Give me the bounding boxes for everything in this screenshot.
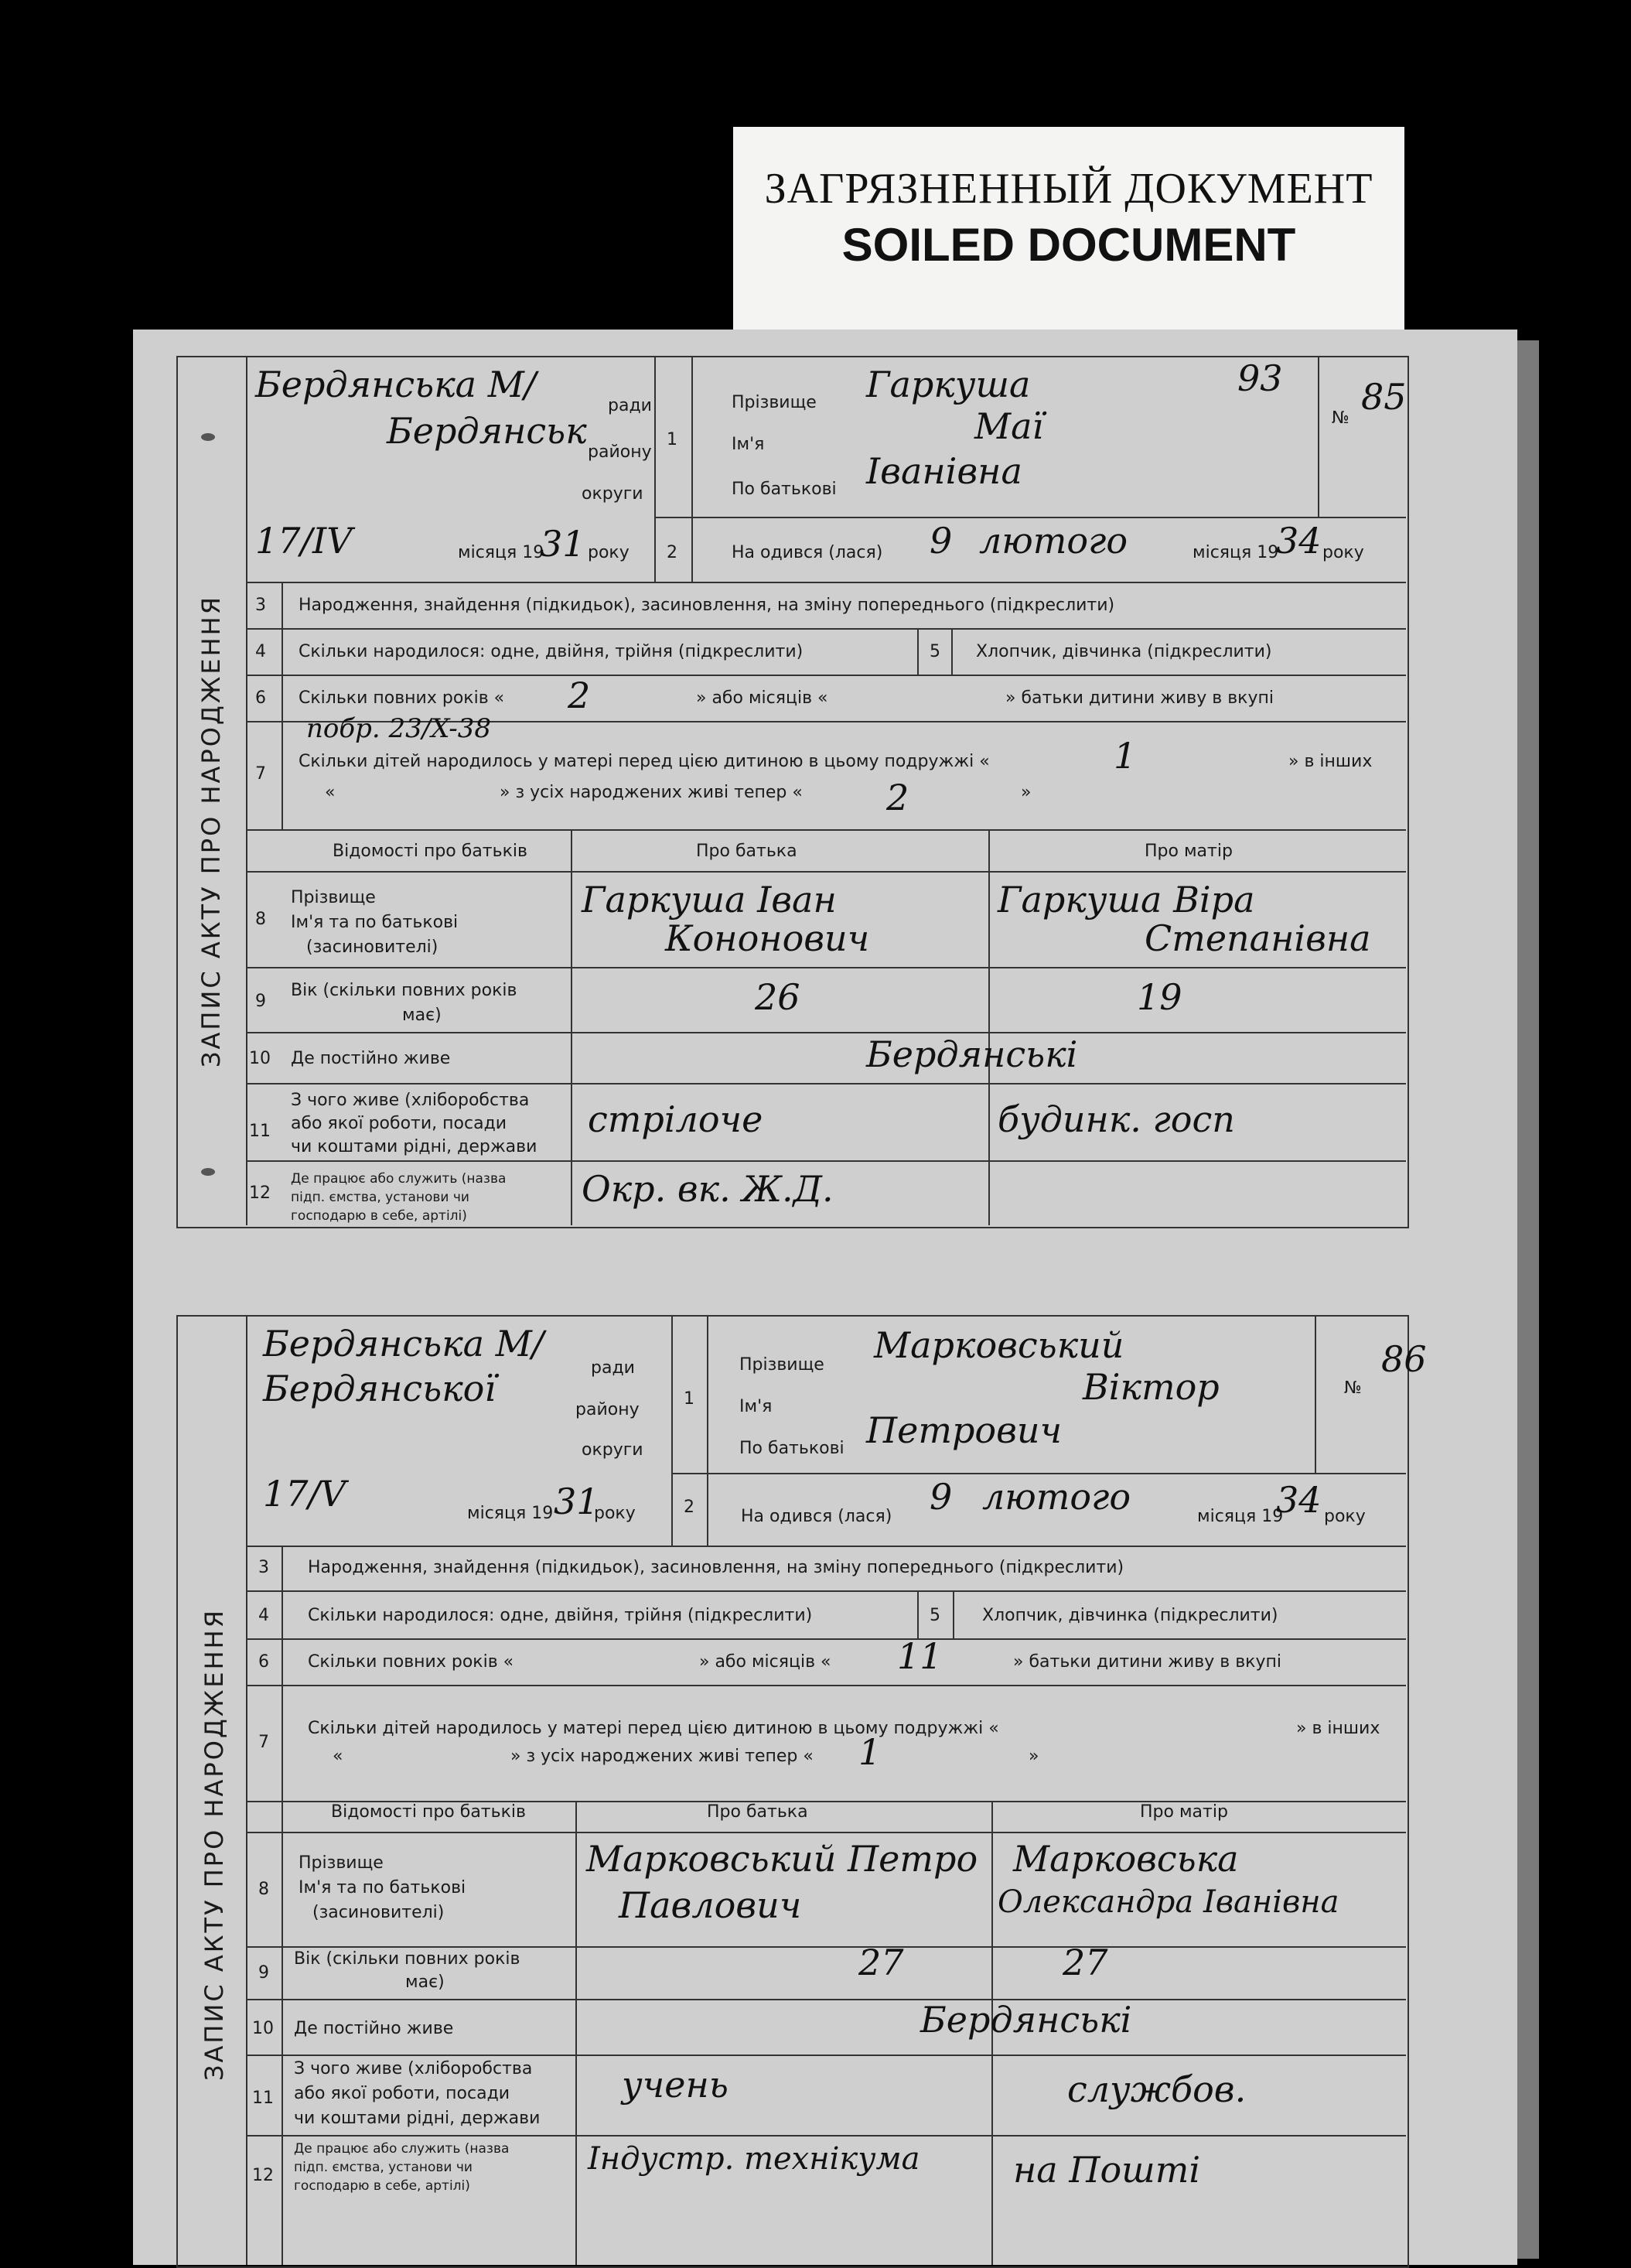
- record-1-mother-occupation: будинк. госп: [998, 1098, 1235, 1140]
- row3-text: Народження, знайдення (підкидьок), засиновлення, на зміну попереднього (підкреслити): [299, 596, 1115, 615]
- row9-label-2: має): [402, 1006, 442, 1025]
- row8-label-1-2: Прізвище: [299, 1853, 384, 1873]
- row11-label-3-2: чи коштами рідні, держави: [294, 2109, 541, 2128]
- record-1-father-occupation: стрілоче: [588, 1098, 763, 1140]
- record-1-year-value: 31: [540, 523, 585, 565]
- row6-text-b: » або місяців «: [696, 688, 828, 708]
- born-month-label: місяця 19: [1193, 543, 1279, 562]
- row11-label-1: З чого живе (хліборобства: [291, 1091, 530, 1110]
- row6-text-b-2: » або місяців «: [699, 1652, 831, 1672]
- row5-text: Хлопчик, дівчинка (підкреслити): [976, 642, 1272, 661]
- okrug-label-2: округи: [582, 1440, 643, 1460]
- record-1-side-note: побр. 23/X-38: [306, 713, 491, 744]
- record-2-months-together: 11: [897, 1635, 943, 1677]
- stamp-text-ru: ЗАГРЯЗНЕННЫЙ ДОКУМЕНТ: [764, 165, 1373, 213]
- born-label: На одився (лася): [732, 543, 883, 562]
- row7-text-b: » в інших: [1288, 752, 1373, 771]
- record-2-number-value: 86: [1381, 1338, 1427, 1380]
- record-1-residence: Бердянські: [866, 1033, 1078, 1075]
- surname-label: Прізвище: [732, 393, 817, 412]
- row9-label-1: Вік (скільки повних років: [291, 981, 517, 1000]
- record-2-mother-work: на Пошті: [1013, 2149, 1201, 2191]
- row5-text-2: Хлопчик, дівчинка (підкреслити): [982, 1606, 1278, 1625]
- row6-text-a: Скільки повних років «: [299, 688, 505, 708]
- record-1-born-month: лютого: [979, 520, 1128, 562]
- record-1-surname-value: Гаркуша: [866, 364, 1031, 405]
- record-1-name-value: Маї: [974, 405, 1044, 447]
- row8-label-1: Прізвище: [291, 888, 376, 907]
- record-1-years-together: 2: [568, 675, 591, 716]
- row6-text-a-2: Скільки повних років «: [308, 1652, 514, 1672]
- year-label: року: [588, 543, 630, 562]
- row12-label-1-2: Де працює або служить (назва: [294, 2141, 510, 2157]
- row7-text-a: Скільки дітей народилось у матері перед цією дитиною в цьому подружжі «: [299, 752, 990, 771]
- record-2-father-age: 27: [858, 1942, 904, 1983]
- patronymic-label-2: По батькові: [739, 1439, 845, 1458]
- record-1-rada-value: Бердянська М/: [255, 364, 537, 405]
- record-2-mother-name-2: Олександра Іванівна: [998, 1884, 1339, 1920]
- row7-text-e-2: »: [1029, 1747, 1039, 1766]
- record-1-children-alive: 2: [886, 777, 909, 818]
- soiled-document-stamp: [733, 127, 1404, 336]
- record-1-day-value: 17/IV: [255, 520, 353, 562]
- record-1-rayon-value: Бердянськ: [387, 410, 587, 452]
- row7-text-a-2: Скільки дітей народилось у матері перед цією дитиною в цьому подружжі «: [308, 1719, 999, 1738]
- rayon-label: району: [588, 442, 652, 462]
- record-1-children-before: 1: [1114, 735, 1137, 777]
- record-2-father-work: Індустр. технікума: [588, 2141, 920, 2177]
- born-month-label-2: місяця 19: [1197, 1507, 1284, 1526]
- month-label-2: місяця 19: [467, 1504, 554, 1523]
- year-label-2: року: [594, 1504, 636, 1523]
- mother-header: Про матір: [1145, 842, 1233, 861]
- father-header-2: Про батька: [707, 1802, 808, 1822]
- row12-label-3-2: господарю в себе, артілі): [294, 2178, 470, 2194]
- record-2-father-occupation: учень: [622, 2064, 728, 2106]
- rada-label-2: ради: [591, 1358, 635, 1378]
- month-label: місяця 19: [458, 543, 544, 562]
- number-sign-2: №: [1344, 1378, 1362, 1398]
- row12-label-2: підп. ємства, установи чи: [291, 1190, 469, 1205]
- row10-label: Де постійно живе: [291, 1049, 451, 1068]
- record-1-mother-age: 19: [1137, 976, 1182, 1018]
- rada-label: ради: [608, 396, 652, 415]
- name-label: Ім'я: [732, 435, 765, 454]
- row7-text-c: «: [325, 783, 336, 802]
- row4-text: Скільки народилося: одне, двійня, трійня (підкреслити): [299, 642, 804, 661]
- record-2-mother-age: 27: [1063, 1942, 1108, 1983]
- row8-label-3-2: (засиновителі): [312, 1903, 445, 1922]
- born-year-label: року: [1322, 543, 1364, 562]
- record-1-mother-name-1: Гаркуша Віра: [998, 879, 1255, 921]
- record-1-father-work: Окр. вк. Ж.Д.: [582, 1168, 834, 1210]
- record-1-father-name-2: Кононович: [665, 917, 870, 959]
- record-1-father-name-1: Гаркуша Іван: [582, 879, 837, 921]
- record-2-mother-name-1: Марковська: [1013, 1838, 1239, 1880]
- record-2-surname-value: Марковський: [874, 1324, 1124, 1366]
- record-2-born-year: 34: [1276, 1479, 1322, 1521]
- row11-label-1-2: З чого живе (хліборобства: [294, 2059, 533, 2078]
- record-2-name-value: Віктор: [1083, 1366, 1220, 1408]
- row7-text-c-2: «: [333, 1747, 343, 1766]
- record-1-mother-name-2: Степанівна: [1145, 917, 1371, 959]
- born-year-label-2: року: [1324, 1507, 1366, 1526]
- record-2-father-name-1: Марковський Петро: [586, 1838, 978, 1880]
- row8-label-2-2: Ім'я та по батькові: [299, 1878, 466, 1897]
- record-1-born-year: 34: [1276, 520, 1322, 562]
- mother-header-2: Про матір: [1140, 1802, 1228, 1822]
- record-1-patronymic-value: Іванівна: [866, 450, 1022, 492]
- row12-label-3: господарю в себе, артілі): [291, 1208, 467, 1224]
- row9-label-2-2: має): [405, 1973, 445, 1992]
- row7-text-b-2: » в інших: [1296, 1719, 1380, 1738]
- row10-label-2: Де постійно живе: [294, 2019, 454, 2038]
- row12-label-1: Де працює або служить (назва: [291, 1171, 507, 1187]
- row7-text-d: » з усіх народжених живі тепер «: [500, 783, 803, 802]
- record-1-father-age: 26: [755, 976, 800, 1018]
- record-2-patronymic-value: Петрович: [866, 1409, 1063, 1451]
- row7-text-d-2: » з усіх народжених живі тепер «: [510, 1747, 814, 1766]
- name-label-2: Ім'я: [739, 1397, 773, 1416]
- stamp-text-en: SOILED DOCUMENT: [841, 219, 1296, 271]
- record-1-born-day: 9: [930, 520, 953, 562]
- parents-info-header: Відомості про батьків: [333, 842, 527, 861]
- row11-label-3: чи коштами рідні, держави: [291, 1137, 537, 1156]
- record-1-corner-mark: 93: [1237, 357, 1283, 399]
- record-2-born-month: лютого: [982, 1476, 1131, 1518]
- born-label-2: На одився (лася): [741, 1507, 892, 1526]
- row11-label-2: або якої роботи, посади: [291, 1114, 507, 1133]
- record-2-residence: Бердянські: [920, 1999, 1132, 2041]
- surname-label-2: Прізвище: [739, 1355, 824, 1375]
- record-1-number-value: 85: [1361, 376, 1407, 418]
- record-2-born-day: 9: [930, 1476, 953, 1518]
- record-2-year-value: 31: [554, 1481, 599, 1522]
- record-2-children-alive: 1: [858, 1731, 882, 1773]
- row9-label-1-2: Вік (скільки повних років: [294, 1949, 520, 1969]
- record-2-day-value: 17/V: [263, 1473, 346, 1515]
- patronymic-label: По батькові: [732, 480, 837, 499]
- record-2-mother-occupation: службов.: [1067, 2068, 1247, 2110]
- row8-label-3: (засиновителі): [306, 938, 438, 957]
- row3-text-2: Народження, знайдення (підкидьок), засиновлення, на зміну попереднього (підкреслити): [308, 1558, 1124, 1577]
- rayon-label-2: району: [575, 1400, 640, 1419]
- father-header: Про батька: [696, 842, 797, 861]
- number-sign: №: [1332, 408, 1349, 428]
- row6-text-c: » батьки дитини живу в вкупі: [1005, 688, 1274, 708]
- okrug-label: округи: [582, 484, 643, 504]
- row4-text-2: Скільки народилося: одне, двійня, трійня (підкреслити): [308, 1606, 813, 1625]
- record-2-rada-value: Бердянська М/: [263, 1323, 544, 1365]
- row7-text-e: »: [1021, 783, 1032, 802]
- record-2-father-name-2: Павлович: [619, 1884, 802, 1926]
- row12-label-2-2: підп. ємства, установи чи: [294, 2160, 473, 2175]
- record-2-side-title: ЗАПИС АКТУ ПРО НАРОДЖЕННЯ: [200, 1608, 229, 2081]
- row11-label-2-2: або якої роботи, посади: [294, 2084, 510, 2103]
- parents-info-header-2: Відомості про батьків: [331, 1802, 526, 1822]
- record-2-rayon-value: Бердянської: [263, 1368, 496, 1409]
- row6-text-c-2: » батьки дитини живу в вкупі: [1013, 1652, 1281, 1672]
- record-1-side-title: ЗАПИС АКТУ ПРО НАРОДЖЕННЯ: [196, 595, 226, 1067]
- row8-label-2: Ім'я та по батькові: [291, 913, 459, 932]
